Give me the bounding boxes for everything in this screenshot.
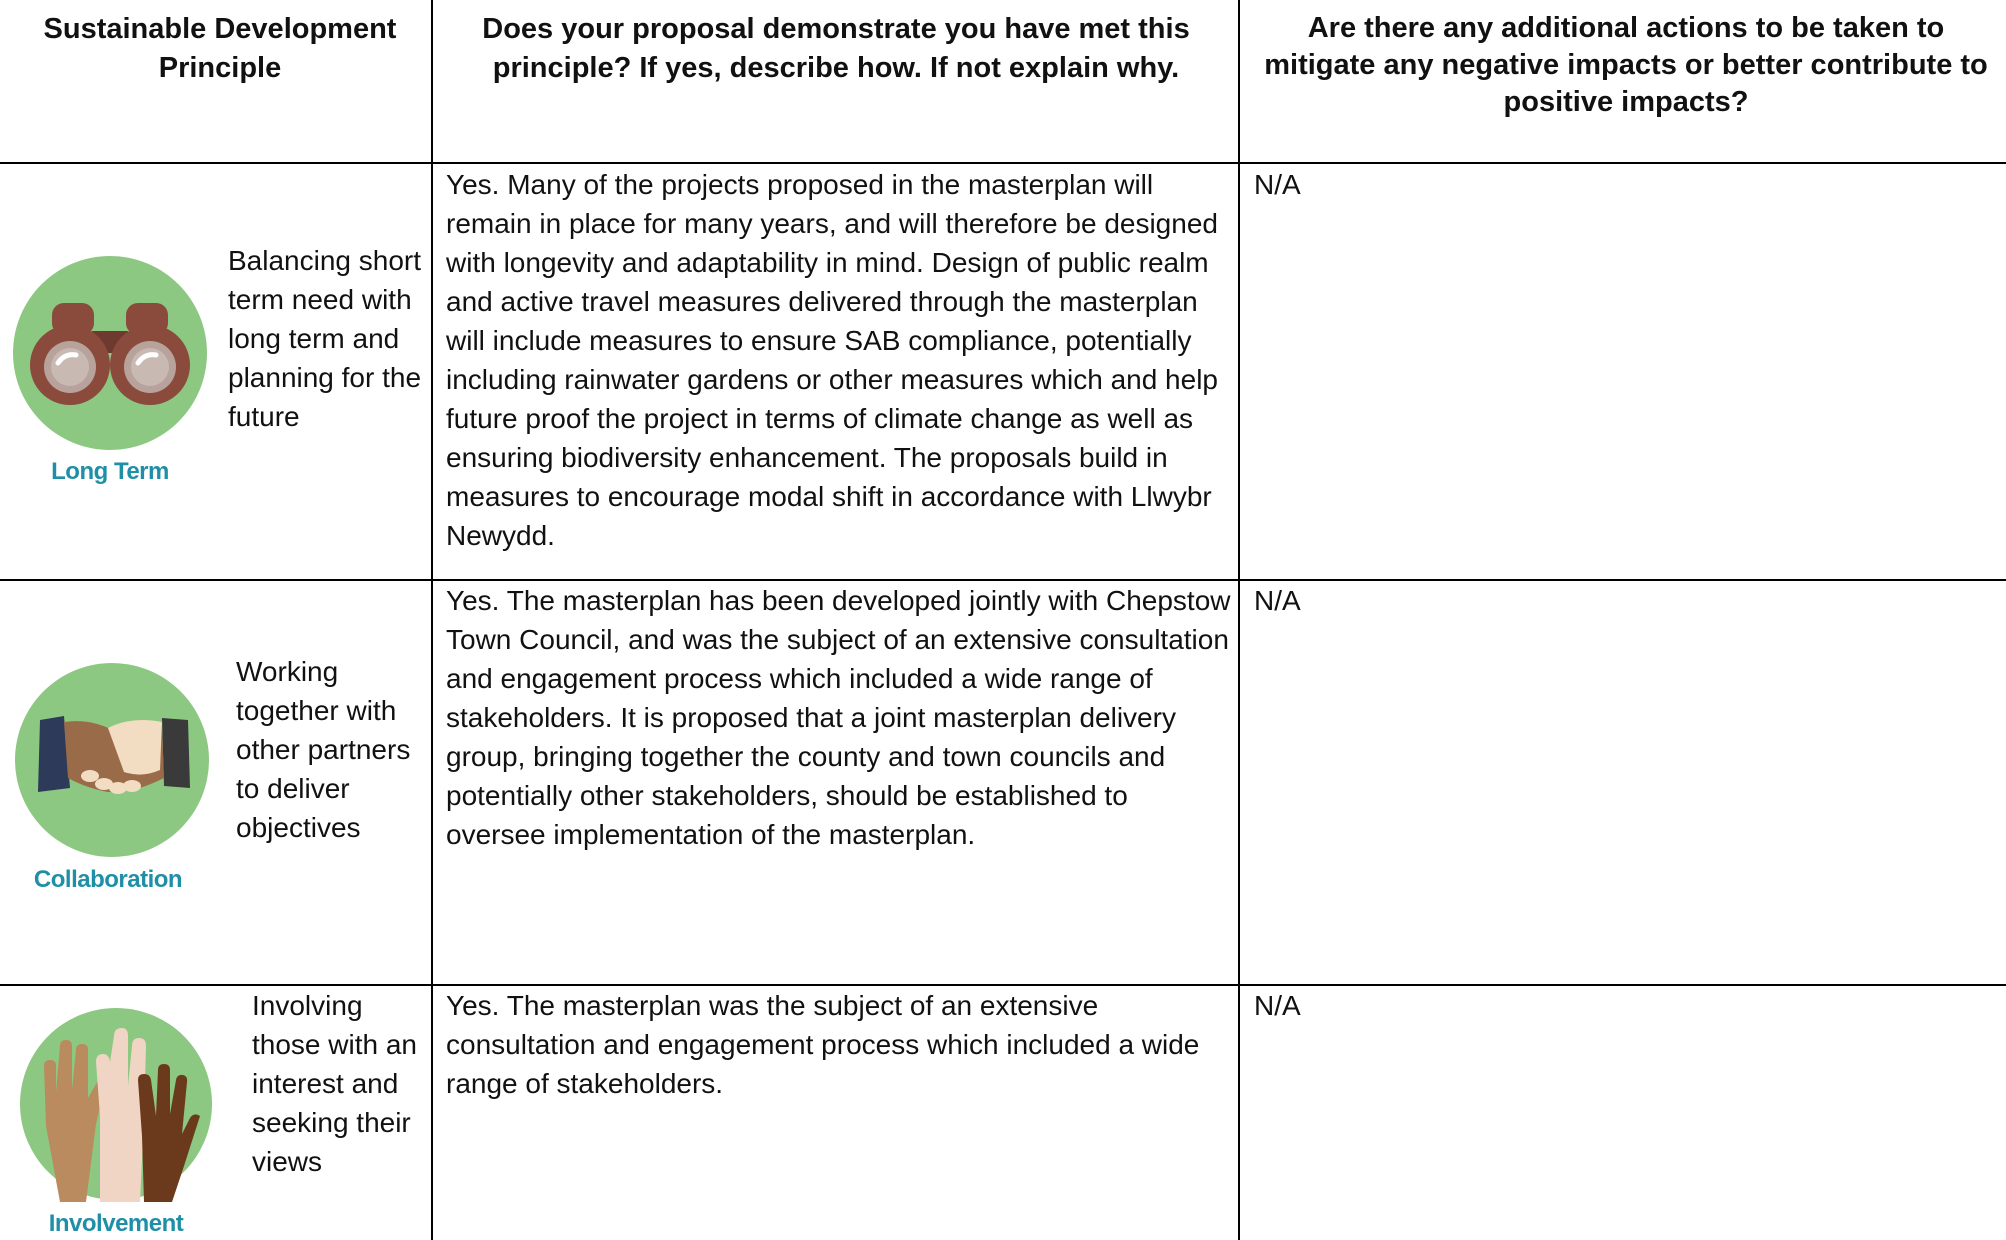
answer-long-term: Yes. Many of the projects proposed in the masterplan will remain in place for many years, and will therefore be designed with longevity and adaptability in mind. Design of public realm and active travel measures delivered through the masterplan will include measures to ensure SAB compliance, potentially including rainwater gardens or other measures which and help future proof the project in terms of climate change as well as ensuring biodiversity enhancement. The proposals build in measures to encourage modal shift in accordance with Llwybr Newydd.: [446, 169, 1218, 551]
row-divider: [0, 162, 2006, 164]
answer-collaboration: Yes. The masterplan has been developed jointly with Chepstow Town Council, and was the subject of an extensive consultation and engagement process which included a wide range of stakeholders. It is proposed that a joint masterplan delivery group, bringing together the county and town councils and potentially other stakeholders, should be established to oversee implementation of the masterplan.: [446, 585, 1231, 850]
actions-involvement: N/A: [1254, 990, 1301, 1021]
column-divider: [1238, 0, 1240, 1240]
answer-involvement: Yes. The masterplan was the subject of an extensive consultation and engagement process which included a wide range of stakeholders.: [446, 990, 1200, 1099]
principle-involvement: Involving those with an interest and seeking their views: [252, 990, 417, 1177]
header-principle: Sustainable Development Principle: [43, 13, 397, 84]
actions-collaboration: N/A: [1254, 585, 1301, 616]
header-additional-actions: Are there any additional actions to be taken to mitigate any negative impacts or better contribute to positive impacts?: [1264, 12, 1988, 118]
handshake-icon: [12, 660, 212, 860]
principle-collaboration: Working together with other partners to deliver objectives: [236, 656, 411, 843]
raised-hands-icon: [16, 1006, 216, 1202]
collaboration-caption: Collaboration: [33, 866, 183, 893]
actions-long-term: N/A: [1254, 169, 1301, 200]
binoculars-icon: [10, 253, 210, 453]
involvement-caption: Involvement: [48, 1210, 184, 1237]
long-term-caption: Long Term: [51, 458, 169, 485]
header-demonstration: Does your proposal demonstrate you have met this principle? If yes, describe how. If not explain why.: [482, 13, 1190, 84]
principle-long-term: Balancing short term need with long term and planning for the future: [228, 245, 422, 432]
